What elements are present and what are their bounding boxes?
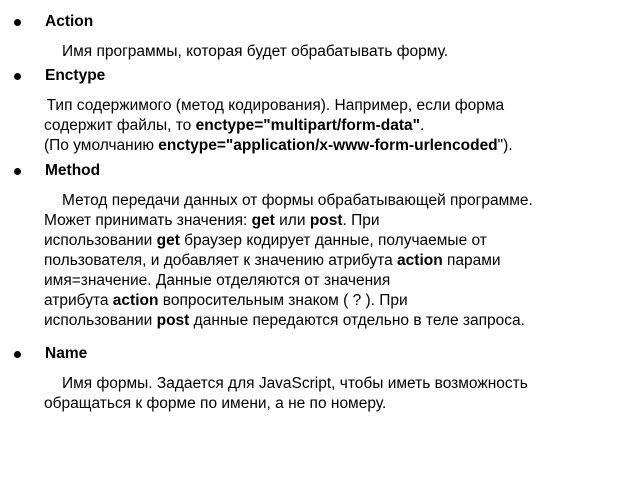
bullet-icon (14, 351, 21, 358)
term-enctype: Enctype (45, 67, 106, 84)
term-method: Method (45, 162, 101, 179)
desc-enctype (44, 96, 634, 156)
code-urlencoded: enctype="application/x-www-form-urlencoded (158, 137, 498, 154)
desc-line: использовании post данные передаются отдельно в теле запроса. (44, 312, 525, 329)
desc-name (44, 374, 634, 414)
code-multipart: enctype="multipart/form-data" (195, 117, 421, 134)
term-name: Name (45, 345, 88, 362)
desc-line: Имя программы, которая будет обрабатывать форму. (62, 43, 449, 60)
desc-line: пользователя, и добавляет к значению атрибута action парами (44, 252, 501, 269)
desc-line: Тип содержимого (метод кодирования). Например, если форма (46, 97, 505, 114)
desc-line: Может принимать значения: get или post. При (44, 212, 380, 229)
desc-line: содержит файлы, то enctype="multipart/form-data". (44, 117, 425, 134)
term-action: Action (45, 13, 94, 30)
desc-line: имя=значение. Данные отделяются от значения (44, 272, 391, 289)
desc-line: использовании get браузер кодирует данные, получаемые от (44, 232, 487, 249)
bullet-icon (14, 19, 21, 26)
desc-line: (По умолчанию enctype="application/x-www-form-urlencoded"). (44, 137, 513, 154)
desc-method (44, 191, 634, 331)
desc-line: Имя формы. Задается для JavaScript, чтобы иметь возможность (62, 375, 528, 392)
desc-line: обращаться к форме по имени, а не по номеру. (44, 395, 387, 412)
bullet-icon (14, 73, 21, 80)
desc-line: Метод передачи данных от формы обрабатывающей программе. (62, 192, 533, 209)
desc-line: атрибута action вопросительным знаком ( ? ). При (44, 292, 408, 309)
desc-action (44, 42, 634, 62)
bullet-icon (14, 168, 21, 175)
